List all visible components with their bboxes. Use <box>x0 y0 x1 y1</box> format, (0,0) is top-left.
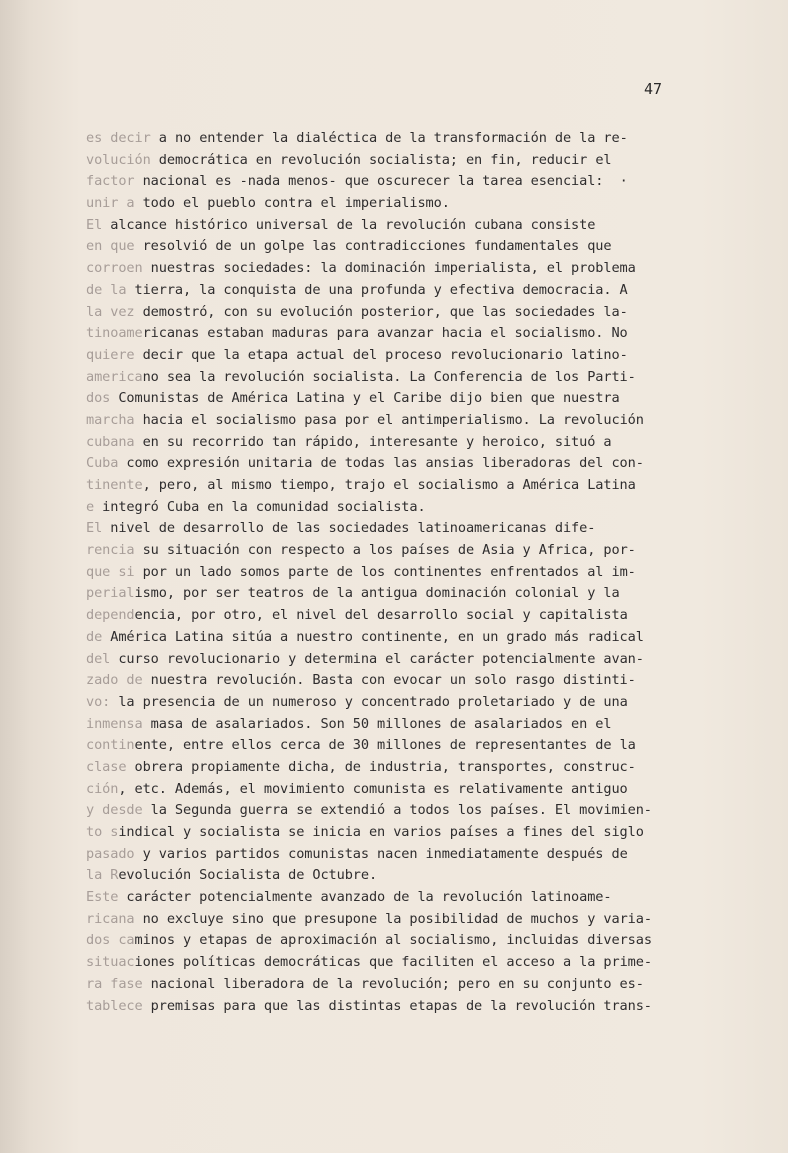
line-text: tierra, la conquista de una profunda y efectiva democracia. A <box>126 281 628 298</box>
text-line <box>86 367 726 389</box>
faded-line-start: contin <box>86 737 135 754</box>
faded-line-start: corroen <box>86 260 143 277</box>
line-text: evolución Socialista de Octubre. <box>118 867 378 884</box>
faded-line-start: quiere <box>86 346 135 363</box>
line-text: indical y socialista se inicia en varios países a fines del siglo <box>118 824 644 840</box>
line-text: y varios partidos comunistas nacen inmediatamente después de <box>134 845 628 862</box>
line-text: su situación con respecto a los países de Asia y Africa, por- <box>134 542 636 559</box>
text-line <box>86 475 726 497</box>
text-line <box>86 128 726 150</box>
faded-line-start: america <box>86 368 143 385</box>
text-line <box>86 800 726 822</box>
faded-line-start: e <box>86 498 95 515</box>
text-line <box>86 844 726 866</box>
text-line <box>86 388 726 410</box>
faded-line-start: y desde <box>86 802 143 819</box>
faded-line-start: unir a <box>86 195 135 212</box>
line-text: decir que la etapa actual del proceso revolucionario latino- <box>134 346 628 363</box>
text-line <box>86 583 726 605</box>
line-text: ismo, por ser teatros de la antigua dominación colonial y la <box>134 585 620 602</box>
faded-line-start: marcha <box>86 411 135 428</box>
faded-line-start: la vez <box>86 303 135 320</box>
faded-line-start: situac <box>86 954 135 971</box>
line-text: curso revolucionario y determina el carácter potencialmente avan- <box>110 650 644 667</box>
line-text: obrera propiamente dicha, de industria, transportes, construc- <box>126 758 636 775</box>
text-line <box>86 562 726 584</box>
faded-line-start: to s <box>86 824 119 840</box>
line-text: no sea la revolución socialista. La Conferencia de los Parti- <box>142 368 636 385</box>
text-line <box>86 171 726 193</box>
line-text: iones políticas democráticas que faciliten el acceso a la prime- <box>134 954 652 971</box>
line-text: minos y etapas de aproximación al socialismo, incluidas diversas <box>134 932 652 949</box>
faded-line-start: vo: <box>86 693 111 710</box>
faded-line-start: zado de <box>86 672 143 689</box>
line-text: nacional es -nada menos- que oscurecer la tarea esencial: · <box>134 173 628 190</box>
line-text: masa de asalariados. Son 50 millones de asalariados en el <box>142 715 612 732</box>
line-text: resolvió de un golpe las contradicciones fundamentales que <box>134 238 612 255</box>
faded-line-start: inmensa <box>86 715 143 732</box>
line-text: nivel de desarrollo de las sociedades latinoamericanas dife- <box>102 520 596 537</box>
line-text: , pero, al mismo tiempo, trajo el socialismo a América Latina <box>142 477 636 493</box>
text-line <box>86 757 726 779</box>
faded-line-start: pasado <box>86 845 135 862</box>
line-text: nuestra revolución. Basta con evocar un solo rasgo distinti- <box>142 672 636 689</box>
faded-line-start: ción <box>86 780 119 797</box>
text-line <box>86 193 726 215</box>
faded-line-start: El <box>86 520 103 537</box>
faded-line-start: es decir <box>86 130 151 146</box>
text-line <box>86 540 726 562</box>
text-line <box>86 779 726 801</box>
faded-line-start: tinoame <box>86 325 143 342</box>
line-text: como expresión unitaria de todas las ansias liberadoras del con- <box>118 455 644 472</box>
text-line <box>86 822 726 844</box>
line-text: a no entender la dialéctica de la transformación de la re- <box>150 130 628 146</box>
line-text: , etc. Además, el movimiento comunista es relativamente antiguo <box>118 780 628 797</box>
text-line <box>86 497 726 519</box>
faded-line-start: que si <box>86 563 135 580</box>
faded-line-start: ricana <box>86 910 135 927</box>
faded-line-start: depend <box>86 607 135 624</box>
line-text: en su recorrido tan rápido, interesante y heroico, situó a <box>134 433 612 450</box>
text-line <box>86 735 726 757</box>
faded-line-start: de <box>86 628 103 645</box>
line-text: la presencia de un numeroso y concentrado proletariado y de una <box>110 693 628 710</box>
line-text: hacia el socialismo pasa por el antimperialismo. La revolución <box>134 411 644 428</box>
faded-line-start: dos <box>86 390 111 407</box>
text-line <box>86 280 726 302</box>
line-text: encia, por otro, el nivel del desarrollo social y capitalista <box>134 607 628 624</box>
line-text: Comunistas de América Latina y el Caribe dijo bien que nuestra <box>110 390 620 407</box>
line-text: ricanas estaban maduras para avanzar hacia el socialismo. No <box>142 325 628 342</box>
line-text: alcance histórico universal de la revolución cubana consiste <box>102 216 596 233</box>
faded-line-start: en que <box>86 238 135 255</box>
text-line <box>86 215 726 237</box>
faded-line-start: cubana <box>86 433 135 450</box>
faded-line-start: del <box>86 650 111 667</box>
line-text: premisas para que las distintas etapas de la revolución trans- <box>142 997 652 1014</box>
line-text: demostró, con su evolución posterior, que las sociedades la- <box>134 303 628 320</box>
line-text: integró Cuba en la comunidad socialista. <box>94 498 426 515</box>
faded-line-start: dos ca <box>86 932 135 949</box>
faded-line-start: volución <box>86 151 151 168</box>
text-line <box>86 605 726 627</box>
line-text: ente, entre ellos cerca de 30 millones de representantes de la <box>134 737 636 754</box>
page-number: 47 <box>644 80 663 98</box>
text-line <box>86 865 726 887</box>
body-text <box>86 128 726 1017</box>
text-line <box>86 453 726 475</box>
text-line <box>86 432 726 454</box>
text-line <box>86 930 726 952</box>
faded-line-start: Cuba <box>86 455 119 472</box>
line-text: nuestras sociedades: la dominación imperialista, el problema <box>142 260 636 277</box>
faded-line-start: ra fase <box>86 975 143 992</box>
faded-line-start: tablece <box>86 997 143 1014</box>
text-line <box>86 302 726 324</box>
faded-line-start: tinente <box>86 477 143 493</box>
line-text: la Segunda guerra se extendió a todos los países. El movimien- <box>142 802 652 819</box>
text-line <box>86 323 726 345</box>
line-text: democrática en revolución socialista; en fin, reducir el <box>150 151 612 168</box>
faded-line-start: perial <box>86 585 135 602</box>
text-line <box>86 410 726 432</box>
text-line <box>86 518 726 540</box>
faded-line-start: Este <box>86 889 119 906</box>
text-line <box>86 996 726 1018</box>
text-line <box>86 627 726 649</box>
line-text: carácter potencialmente avanzado de la revolución latinoame- <box>118 889 612 906</box>
text-line <box>86 649 726 671</box>
line-text: todo el pueblo contra el imperialismo. <box>134 195 450 212</box>
text-line <box>86 909 726 931</box>
line-text: América Latina sitúa a nuestro continente, en un grado más radical <box>102 628 644 645</box>
text-line <box>86 345 726 367</box>
text-line <box>86 670 726 692</box>
text-line <box>86 692 726 714</box>
line-text: por un lado somos parte de los continentes enfrentados al im- <box>134 563 636 580</box>
text-line <box>86 887 726 909</box>
faded-line-start: factor <box>86 173 135 190</box>
text-line <box>86 952 726 974</box>
faded-line-start: rencia <box>86 542 135 559</box>
faded-line-start: la R <box>86 867 119 884</box>
line-text: no excluye sino que presupone la posibilidad de muchos y varia- <box>134 910 652 927</box>
text-line <box>86 974 726 996</box>
text-line <box>86 714 726 736</box>
faded-line-start: de la <box>86 281 127 298</box>
text-line <box>86 258 726 280</box>
line-text: nacional liberadora de la revolución; pero en su conjunto es- <box>142 975 644 992</box>
faded-line-start: clase <box>86 758 127 775</box>
text-line <box>86 236 726 258</box>
text-line <box>86 150 726 172</box>
faded-line-start: El <box>86 216 103 233</box>
